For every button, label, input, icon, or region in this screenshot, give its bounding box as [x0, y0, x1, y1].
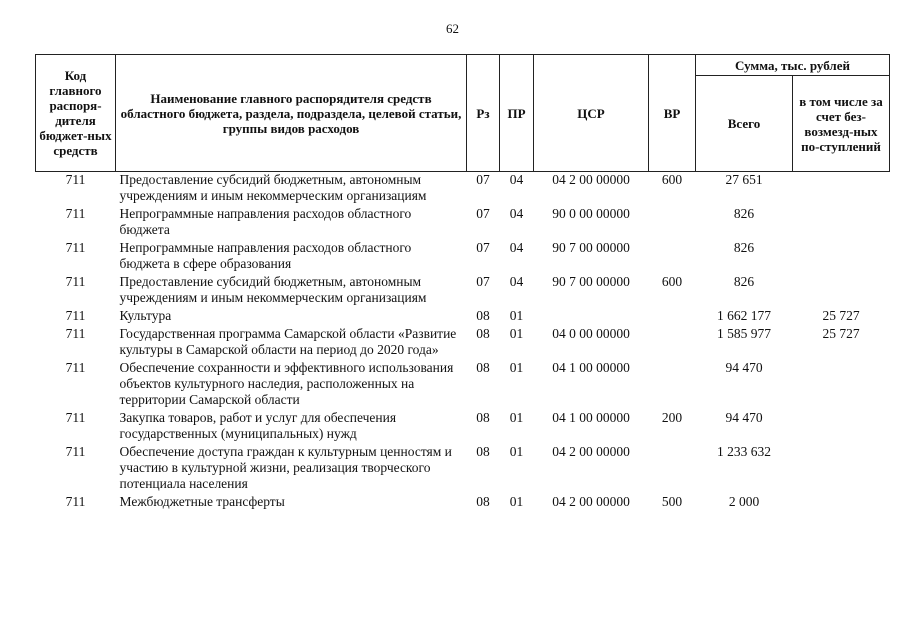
pr-cell: 04: [509, 240, 524, 255]
name-cell: Государственная программа Самарской области «Развитие культуры в Самарской области на период до 2020 года»: [119, 326, 457, 357]
rz-cell: 08: [476, 326, 490, 341]
table-row: [36, 444, 890, 494]
name-cell: Непрограммные направления расходов областного бюджета в сфере образования: [119, 240, 412, 271]
header-pr: ПР: [500, 55, 534, 172]
table-row: [36, 206, 890, 240]
total-cell: 2 000: [728, 494, 760, 509]
table-row: [36, 240, 890, 274]
vr-cell: [649, 360, 696, 410]
table-row: [36, 410, 890, 444]
pr-cell: 01: [509, 308, 524, 323]
total-cell: 94 470: [725, 410, 763, 425]
table-row: [36, 326, 890, 360]
csr-cell: 90 7 00 00000: [552, 240, 630, 255]
rz-cell: 08: [476, 360, 490, 375]
page-number: 62: [446, 21, 459, 36]
csr-cell: [534, 308, 649, 326]
incl-cell: 25 727: [822, 308, 860, 323]
code-cell: 711: [65, 326, 86, 341]
rz-cell: 08: [476, 410, 490, 425]
code-cell: 711: [65, 360, 86, 375]
incl-cell: 25 727: [822, 326, 860, 341]
header-vr: ВР: [649, 55, 696, 172]
incl-cell: [793, 206, 890, 240]
rz-cell: 08: [476, 444, 490, 459]
total-cell: 1 585 977: [717, 326, 771, 341]
total-cell: 826: [733, 240, 755, 255]
total-cell: 1 233 632: [717, 444, 771, 459]
rz-cell: 07: [476, 206, 490, 221]
vr-cell: 500: [661, 494, 683, 509]
table-row: [36, 360, 890, 410]
header-rz: Рз: [467, 55, 500, 172]
header-csr: ЦСР: [534, 55, 649, 172]
vr-cell: [649, 444, 696, 494]
incl-cell: [793, 172, 890, 207]
name-cell: Обеспечение доступа граждан к культурным ценностям и участию в культурной жизни, реализация творческого потенциала населения: [119, 444, 452, 491]
incl-cell: [793, 274, 890, 308]
pr-cell: 04: [509, 172, 524, 187]
code-cell: 711: [65, 206, 86, 221]
table-row: [36, 308, 890, 326]
pr-cell: 04: [509, 206, 524, 221]
csr-cell: 90 7 00 00000: [552, 274, 630, 289]
code-cell: 711: [65, 240, 86, 255]
total-cell: 94 470: [725, 360, 763, 375]
vr-cell: 600: [661, 274, 683, 289]
csr-cell: 04 2 00 00000: [552, 172, 630, 187]
vr-cell: [649, 326, 696, 360]
vr-cell: 600: [661, 172, 683, 187]
total-cell: 1 662 177: [717, 308, 771, 323]
pr-cell: 01: [509, 326, 524, 341]
rz-cell: 08: [476, 308, 490, 323]
name-cell: Непрограммные направления расходов областного бюджета: [119, 206, 412, 237]
code-cell: 711: [65, 172, 86, 187]
vr-cell: [649, 206, 696, 240]
incl-cell: [793, 360, 890, 410]
table-body: [36, 172, 890, 513]
table-header: [36, 55, 890, 172]
pr-cell: 01: [509, 360, 524, 375]
table-row: [36, 274, 890, 308]
pr-cell: 01: [509, 410, 524, 425]
vr-cell: [649, 240, 696, 274]
total-cell: 826: [733, 274, 755, 289]
incl-cell: [793, 444, 890, 494]
rz-cell: 07: [476, 172, 490, 187]
name-cell: Предоставление субсидий бюджетным, автономным учреждениям и иным некоммерческим организациям: [119, 274, 427, 305]
csr-cell: 04 0 00 00000: [552, 326, 630, 341]
table-row: [36, 172, 890, 207]
name-cell: Обеспечение сохранности и эффективного использования объектов культурного наследия, расположенных на территории Самарской области: [119, 360, 454, 407]
name-cell: Закупка товаров, работ и услуг для обеспечения государственных (муниципальных) нужд: [119, 410, 397, 441]
code-cell: 711: [65, 274, 86, 289]
code-cell: 711: [65, 494, 86, 509]
table-row: [36, 494, 890, 512]
csr-cell: 04 2 00 00000: [552, 494, 630, 509]
code-cell: 711: [65, 410, 86, 425]
budget-table: [35, 54, 890, 512]
name-cell: Межбюджетные трансферты: [119, 494, 285, 509]
header-name: Наименование главного распорядителя средств областного бюджета, раздела, подраздела, целевой статьи, группы видов расходов: [116, 55, 467, 172]
name-cell: Культура: [119, 308, 172, 323]
csr-cell: 04 1 00 00000: [552, 360, 630, 375]
total-cell: 826: [733, 206, 755, 221]
header-sum-group: Сумма, тыс. рублей: [696, 55, 890, 76]
csr-cell: 04 1 00 00000: [552, 410, 630, 425]
incl-cell: [793, 240, 890, 274]
rz-cell: 08: [476, 494, 490, 509]
pr-cell: 01: [509, 444, 524, 459]
csr-cell: 90 0 00 00000: [552, 206, 630, 221]
total-cell: 27 651: [725, 172, 763, 187]
header-incl: в том числе за счет без-возмезд-ных по-ступлений: [793, 76, 890, 172]
vr-cell: [649, 308, 696, 326]
csr-cell: 04 2 00 00000: [552, 444, 630, 459]
incl-cell: [793, 410, 890, 444]
code-cell: 711: [65, 308, 86, 323]
name-cell: Предоставление субсидий бюджетным, автономным учреждениям и иным некоммерческим организациям: [119, 172, 427, 203]
rz-cell: 07: [476, 240, 490, 255]
pr-cell: 01: [509, 494, 524, 509]
pr-cell: 04: [509, 274, 524, 289]
incl-cell: [793, 494, 890, 512]
header-code: Код главного распоря-дителя бюджет-ных средств: [36, 55, 116, 172]
rz-cell: 07: [476, 274, 490, 289]
code-cell: 711: [65, 444, 86, 459]
header-total: Всего: [696, 76, 793, 172]
vr-cell: 200: [661, 410, 683, 425]
